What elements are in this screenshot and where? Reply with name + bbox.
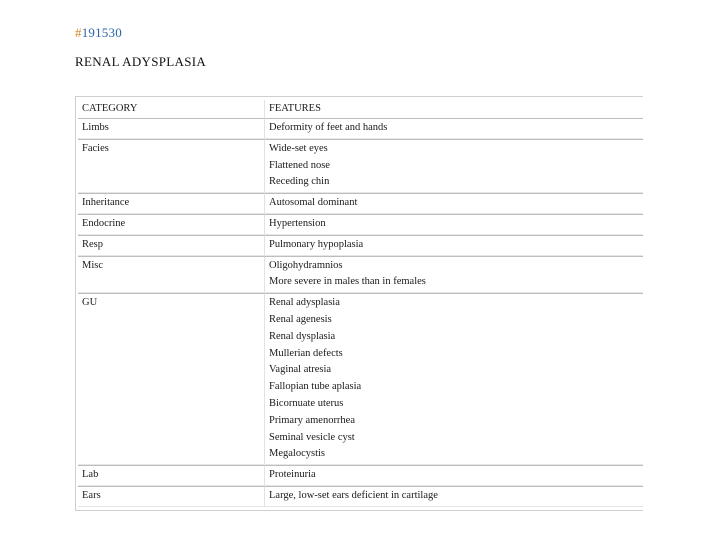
features-cell (265, 486, 643, 507)
feature-item: Deformity of feet and hands (269, 122, 388, 133)
feature-item: Wide-set eyes (269, 142, 328, 154)
feature-item: Fallopian tube aplasia (269, 381, 362, 393)
feature-item: Mullerian defects (269, 347, 343, 359)
feature-item: Flattened nose (269, 159, 330, 171)
feature-item: Renal agenesis (269, 313, 332, 325)
features-cell (265, 139, 643, 193)
feature-item: Vaginal atresia (269, 364, 332, 376)
feature-item: More severe in males than in females (269, 276, 426, 288)
feature-item: Autosomal dominant (269, 197, 358, 209)
feature-item: Primary amenorrhea (269, 414, 356, 426)
entry-id-number: 191530 (81, 25, 122, 40)
feature-item: Renal adysplasia (269, 297, 340, 309)
entry-id[interactable] (75, 25, 122, 41)
features-cell (265, 193, 643, 214)
table-row (78, 235, 643, 256)
table-row (78, 256, 643, 294)
feature-item: Bicornuate uterus (269, 397, 344, 409)
feature-item: Renal dysplasia (269, 330, 336, 342)
table-row (78, 139, 643, 193)
feature-item: Pulmonary hypoplasia (269, 238, 364, 250)
column-header-features: FEATURES (269, 103, 321, 114)
entry-title: RENAL ADYSPLASIA (75, 54, 207, 69)
category-cell: Ears (78, 486, 265, 507)
category-cell: Inheritance (78, 193, 265, 214)
category-cell: Misc (78, 256, 265, 294)
feature-item: Oligohydramnios (269, 259, 343, 271)
features-table-container (75, 96, 643, 511)
column-header-category: CATEGORY (78, 100, 265, 118)
feature-item: Hypertension (269, 217, 326, 229)
table-row (78, 465, 643, 486)
feature-item: Proteinuria (269, 469, 316, 481)
feature-item: Seminal vesicle cyst (269, 431, 355, 443)
table-row (78, 193, 643, 214)
table-row (78, 486, 643, 507)
category-cell: Facies (78, 139, 265, 193)
feature-item: Large, low-set ears deficient in cartilage (269, 489, 438, 501)
feature-item: Receding chin (269, 176, 330, 188)
feature-item: Megalocystis (269, 448, 325, 460)
table-header-row (78, 100, 643, 118)
features-cell (265, 293, 643, 465)
entry-id-hash: # (75, 25, 82, 40)
category-cell: Resp (78, 235, 265, 256)
features-table (78, 100, 643, 507)
features-cell (265, 214, 643, 235)
features-cell (265, 118, 643, 139)
category-cell: GU (78, 293, 265, 465)
table-row (78, 214, 643, 235)
category-cell: Endocrine (78, 214, 265, 235)
category-cell: Limbs (78, 118, 265, 139)
table-row (78, 118, 643, 139)
features-cell (265, 235, 643, 256)
features-cell (265, 465, 643, 486)
table-body (78, 118, 643, 507)
category-cell: Lab (78, 465, 265, 486)
features-cell (265, 256, 643, 294)
table-row (78, 293, 643, 465)
